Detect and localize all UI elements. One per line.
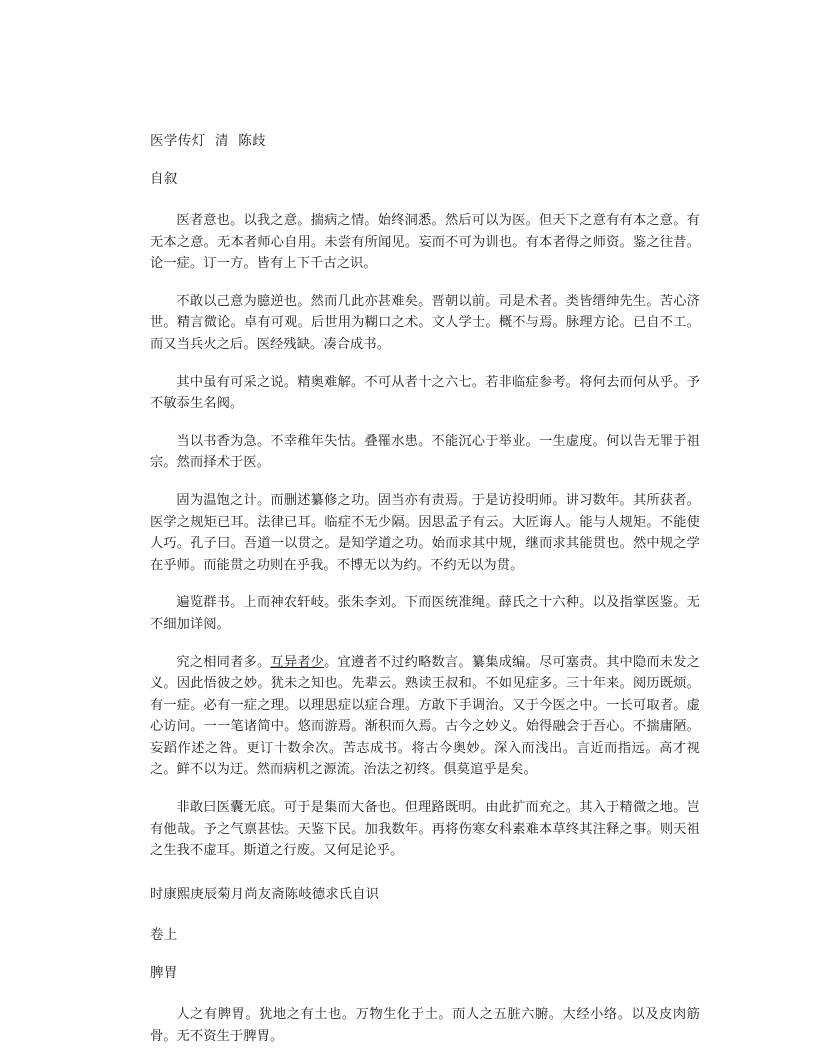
preface-paragraph-3: 其中虽有可采之说。精奥难解。不可从者十之六七。若非临症参考。将何去而何从乎。予不敏忝生名阀。 (150, 374, 700, 412)
preface-paragraph-7-before: 究之相同者多。 (176, 654, 271, 670)
preface-paragraph-6: 遍览群书。上而神农轩岐。张朱李刘。下而医统准绳。薛氏之十六种。以及指掌医鉴。无不细加详阅。 (150, 595, 700, 632)
preface-signature: 时康熙庚辰菊月尚友斋陈岐德求氏自识 (150, 886, 380, 902)
section-heading-spleen-stomach: 脾胃 (150, 964, 178, 981)
volume-heading: 卷上 (150, 927, 178, 944)
preface-paragraph-5: 固为温饱之计。而删述纂修之功。固当亦有责焉。于是访投明师。讲习数年。其所获者。医学之规矩已耳。法律已耳。临症不无少隔。因思孟子有云。大匠诲人。能与人规矩。不能使人巧。孔子曰。吾道一以贯之。是知学道之功。始而求其中规，继而求其能贯也。然中规之学在乎师。而能贯之功则在乎我。不博无以为约。不约无以为贯。 (150, 492, 700, 573)
preface-paragraph-2: 不敢以己意为臆逆也。然而几此亦甚难矣。晋朝以前。司是术者。类皆缙绅先生。苦心济世。精言微论。卓有可观。后世用为糊口之术。文人学士。概不与焉。脉理方论。已自不工。而又当兵火之后。医经残缺。凑合成书。 (150, 293, 700, 352)
preface-paragraph-8: 非敢曰医囊无底。可于是集而大备也。但理路既明。由此扩而充之。其入于精微之地。岂有他哉。予之气禀甚怯。天鉴下民。加我数年。再将伤寒女科素难本草终其注释之事。则天祖之生我不虚耳。斯道之行废。又何足论乎。 (150, 800, 700, 859)
preface-heading: 自叙 (150, 170, 178, 187)
preface-paragraph-4: 当以书香为急。不幸稚年失怙。叠罹水患。不能沉心于举业。一生虚度。何以告无罪于祖宗。然而择术于医。 (150, 433, 700, 471)
preface-paragraph-7-emphasis: 互异者少 (270, 654, 325, 670)
preface-paragraph-7-after: 。宜遵者不过约略数言。纂集成编。尽可塞责。其中隐而未发之义。因此悟彼之妙。犹未之知也。先辈云。熟读王叔和。不如见症多。三十年来。阅历既烦。有一症。必有一症之理。以理思症以症合理。方敢下手调治。又于今医之中。一长可取者。虚心访问。一一笔诸简中。悠而游焉。渐积而久焉。古今之妙义。始得融会于吾心。不揣庸陋。妄蹈作述之咎。更订十数余次。苦志成书。将古今奥妙。深入而浅出。言近而指远。高才视之。鲜不以为迂。然而病机之源流。治法之初终。俱莫逭乎是矣。 (150, 654, 700, 778)
body-paragraph-1: 人之有脾胃。犹地之有土也。万物生化于土。而人之五脏六腑。大经小络。以及皮肉筋骨。无不资生于脾胃。 (150, 1007, 700, 1045)
preface-paragraph-7 (150, 652, 700, 782)
document-title: 医学传灯 清 陈歧 (150, 133, 267, 149)
preface-paragraph-1: 医者意也。以我之意。揣病之情。始终洞悉。然后可以为医。但天下之意有有本之意。有无本之意。无本者师心自用。未尝有所闻见。妄而不可为训也。有本者得之师资。鉴之往昔。论一症。订一方。皆有上下千古之识。 (150, 213, 700, 272)
